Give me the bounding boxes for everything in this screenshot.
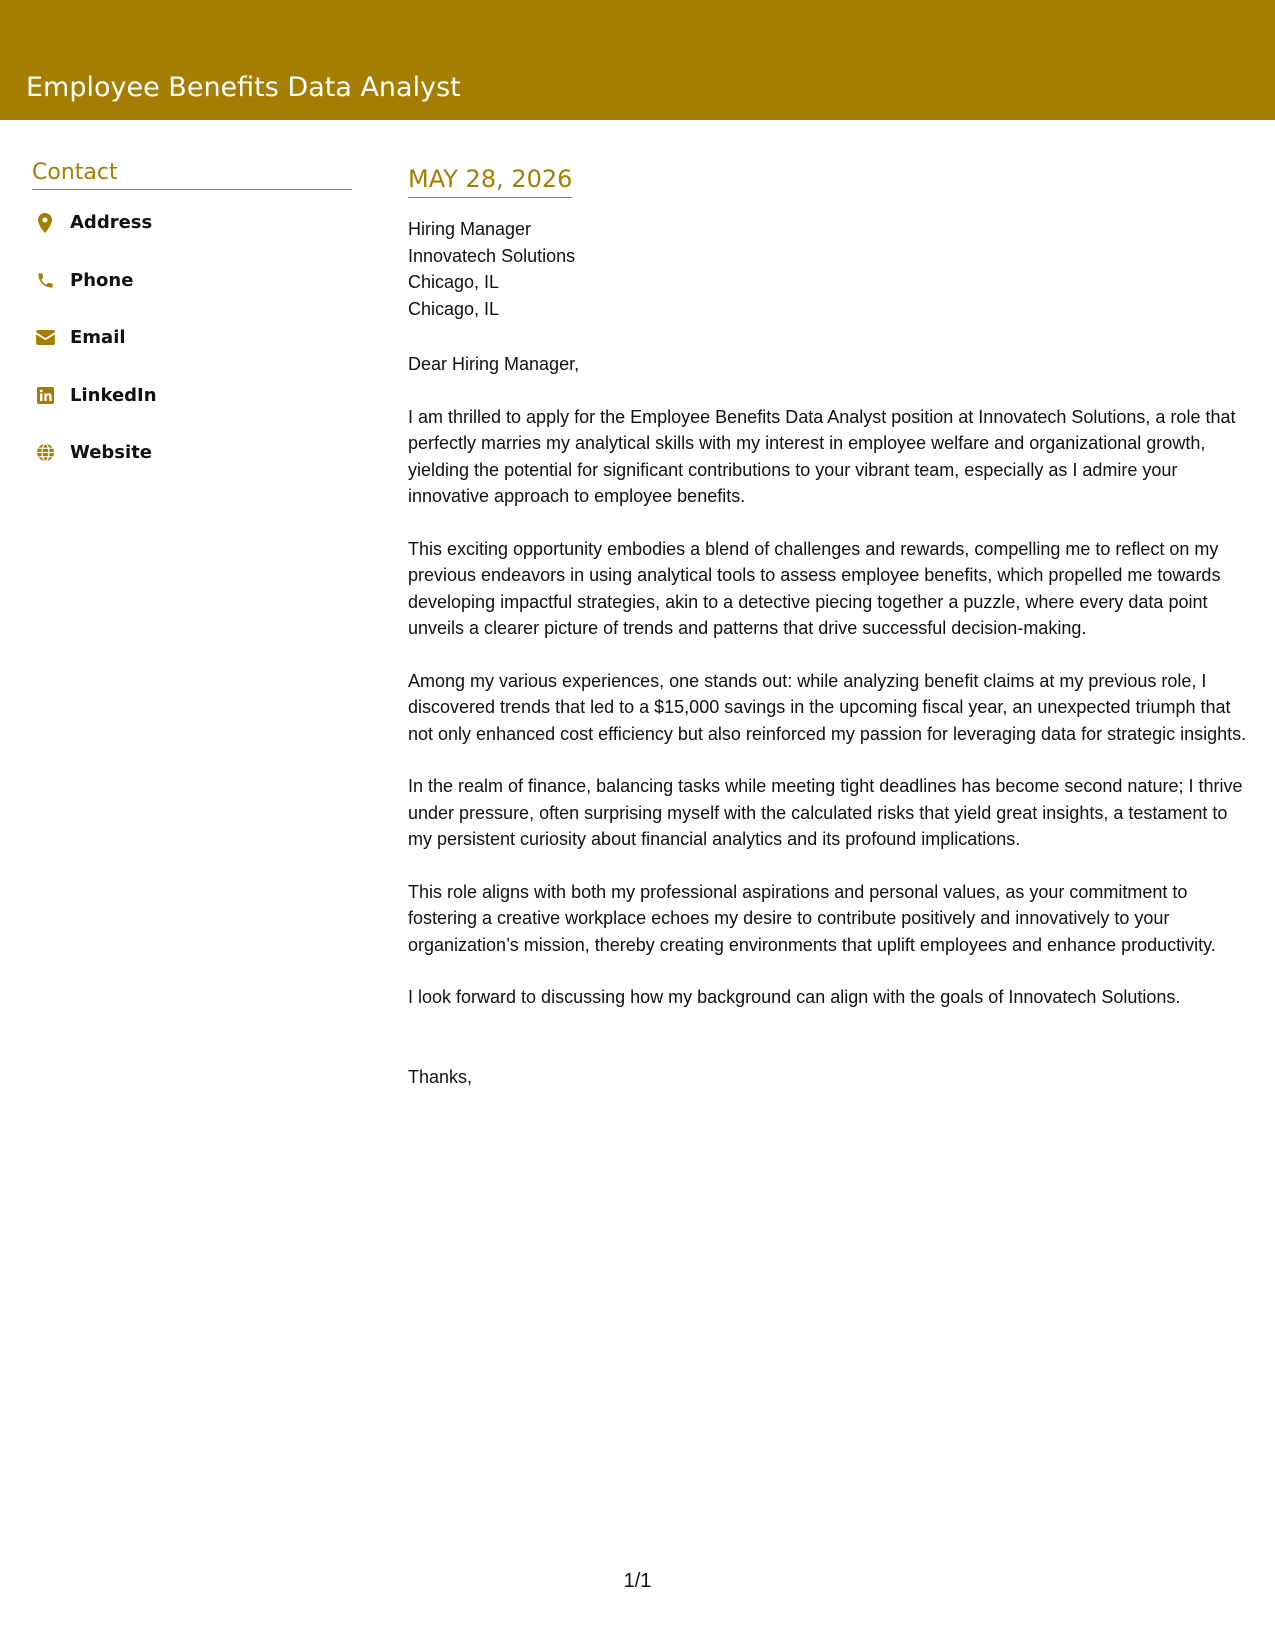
- linkedin-icon: [34, 384, 56, 406]
- contact-label: Address: [70, 212, 153, 234]
- body-paragraph: This role aligns with both my professional aspirations and personal values, as your commitment to fostering a creative workplace echoes my desire to contribute positively and innovatively to your organization’s mission, thereby creating environments that uplift employees and enhance productivity.: [408, 881, 1216, 955]
- contact-label: Phone: [70, 269, 134, 291]
- phone-icon: [34, 269, 56, 291]
- letter-body: [408, 165, 1248, 1090]
- closing: Thanks,: [408, 1066, 473, 1087]
- letter-date: MAY 28, 2026: [408, 165, 572, 198]
- recipient-line: Hiring Manager: [408, 219, 532, 239]
- contact-item-website[interactable]: [32, 424, 352, 482]
- contact-label: LinkedIn: [70, 384, 157, 406]
- page-number: 1/1: [623, 1570, 652, 1592]
- envelope-icon: [34, 327, 56, 349]
- contact-item-email[interactable]: [32, 309, 352, 367]
- salutation: Dear Hiring Manager,: [408, 354, 580, 374]
- contact-sidebar: [32, 160, 352, 482]
- page-title: Employee Benefits Data Analyst: [26, 72, 461, 103]
- header-banner: [0, 0, 1275, 120]
- contact-heading: Contact: [32, 160, 352, 190]
- body-paragraph: This exciting opportunity embodies a blend of challenges and rewards, compelling me to reflect on my previous endeavors in using analytical tools to assess employee benefits, which propelled me towards developing impactful strategies, akin to a detective piecing together a puzzle, where every data point unveils a clearer picture of trends and patterns that drive successful decision-making.: [408, 538, 1221, 638]
- recipient-line: Chicago, IL: [408, 298, 500, 319]
- contact-label: Email: [70, 327, 126, 349]
- contact-item-address[interactable]: [32, 194, 352, 252]
- globe-icon: [34, 442, 56, 464]
- map-pin-icon: [34, 212, 56, 234]
- body-paragraph: I look forward to discussing how my background can align with the goals of Innovatech Solutions.: [408, 987, 1181, 1007]
- recipient-line: Innovatech Solutions: [408, 245, 576, 266]
- recipient-block: [408, 216, 1248, 322]
- recipient-line: Chicago, IL: [408, 272, 500, 292]
- contact-item-phone[interactable]: [32, 252, 352, 310]
- contact-label: Website: [70, 442, 153, 464]
- body-paragraph: Among my various experiences, one stands out: while analyzing benefit claims at my previous role, I discovered trends that led to a $15,000 savings in the upcoming fiscal year, an unexpected triumph that not only enhanced cost efficiency but also reinforced my passion for leveraging data for strategic insights.: [408, 670, 1247, 744]
- body-paragraph: In the realm of finance, balancing tasks while meeting tight deadlines has become second nature; I thrive under pressure, often surprising myself with the calculated risks that yield great insights, a testament to my persistent curiosity about financial analytics and its profound implications.: [408, 776, 1243, 849]
- body-paragraph: I am thrilled to apply for the Employee Benefits Data Analyst position at Innovatech Solutions, a role that perfectly marries my analytical skills with my interest in employee welfare and organizational growth, yielding the potential for significant contributions to your vibrant team, especially as I admire your innovative approach to employee benefits.: [408, 406, 1236, 506]
- contact-item-linkedin[interactable]: [32, 367, 352, 425]
